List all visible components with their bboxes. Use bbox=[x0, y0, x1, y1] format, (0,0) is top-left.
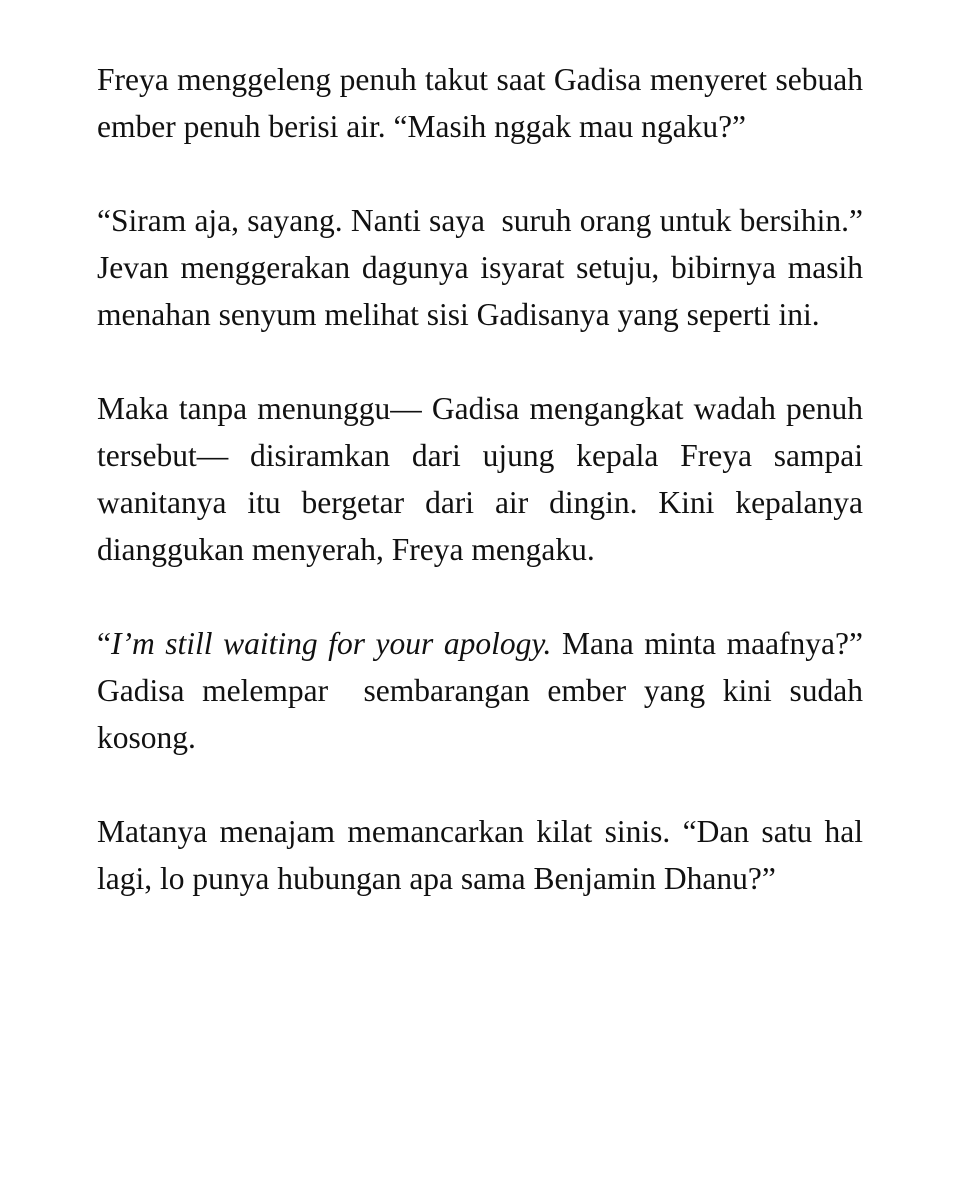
paragraph-4 bbox=[97, 620, 871, 761]
paragraph-1: Freya menggeleng penuh takut saat Gadisa menyeret sebuah ember penuh berisi air. “Masih nggak mau ngaku?” bbox=[97, 62, 871, 144]
italic-english-phrase: I’m still waiting for your apology. bbox=[110, 626, 552, 661]
document-page bbox=[97, 56, 871, 902]
paragraph-5: Matanya menajam memancarkan kilat sinis. “Dan satu hal lagi, lo punya hubungan apa sama Benjamin Dhanu?” bbox=[97, 814, 871, 896]
paragraph-3: Maka tanpa menunggu— Gadisa mengangkat wadah penuh tersebut— disiramkan dari ujung kepala Freya sampai wanitanya itu bergetar dari air dingin. Kini kepalanya dianggukan menyerah, Freya mengaku. bbox=[97, 391, 871, 567]
paragraph-4-rest: Mana minta maafnya?” Gadisa melempar sembarangan ember yang kini sudah kosong. bbox=[97, 626, 871, 755]
open-quote: “ bbox=[97, 626, 111, 661]
paragraph-2: “Siram aja, sayang. Nanti saya suruh orang untuk bersihin.” Jevan menggerakan dagunya isyarat setuju, bibirnya masih menahan senyum melihat sisi Gadisanya yang seperti ini. bbox=[97, 203, 871, 332]
